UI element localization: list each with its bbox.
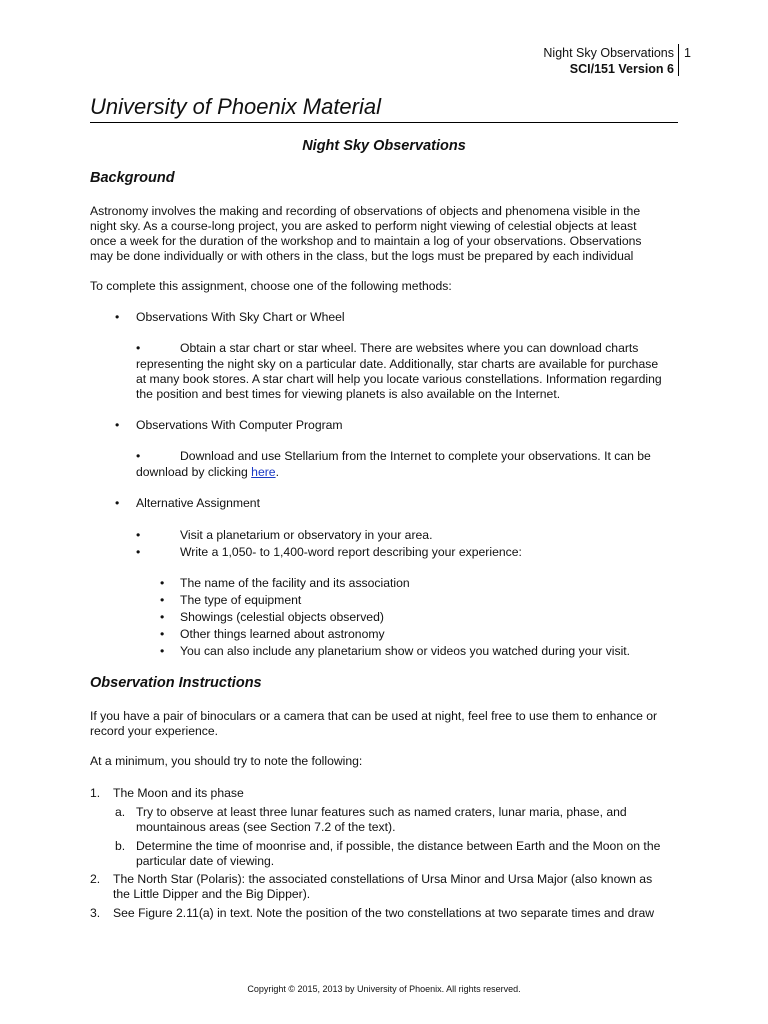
list-number: 1. [90,786,101,800]
header-divider [678,44,679,76]
method-2-title: Observations With Computer Program [136,418,343,432]
bullet-icon: • [160,610,165,624]
download-link[interactable]: here [251,465,276,479]
course-version: SCI/151 Version 6 [569,62,674,76]
background-paragraph [90,204,680,264]
bullet-icon: • [136,528,141,542]
list-item: Visit a planetarium or observatory in your area. [180,528,433,542]
bullet-icon: • [136,341,141,355]
text-line: Try to observe at least three lunar features such as named craters, lunar maria, phase, and [136,805,627,819]
methods-intro: To complete this assignment, choose one of the following methods: [90,279,452,293]
org-title: University of Phoenix Material [90,94,382,119]
list-item: Other things learned about astronomy [180,627,385,641]
bullet-icon: • [136,449,141,463]
list-number: 2. [90,872,101,886]
instructions-heading: Observation Instructions [90,675,262,691]
instructions-intro [90,709,680,739]
list-item: The name of the facility and its association [180,576,410,590]
running-title: Night Sky Observations [543,46,674,60]
list-item: See Figure 2.11(a) in text. Note the position of the two constellations at two separate times and draw [113,906,655,920]
text-span: download by clicking [136,465,252,479]
bullet-icon: • [160,593,165,607]
bullet-icon: • [115,496,120,510]
list-number: b. [115,839,126,853]
method-3-title: Alternative Assignment [136,496,260,510]
text-line: particular date of viewing. [136,854,275,868]
list-item: You can also include any planetarium show or videos you watched during your visit. [180,644,631,658]
doc-title: Night Sky Observations [302,138,466,154]
copyright: Copyright © 2015, 2013 by University of Phoenix. All rights reserved. [247,984,521,994]
text-line: If you have a pair of binoculars or a camera that can be used at night, feel free to use them to enhance or [90,709,658,723]
list-item [136,839,681,869]
list-item [136,805,681,835]
bullet-icon: • [160,627,165,641]
bullet-icon: • [115,310,120,324]
text-line: Astronomy involves the making and recording of observations of objects and phenomena visible in the [90,204,641,218]
text-line: mountainous areas (see Section 7.2 of the text). [136,820,396,834]
bullet-icon: • [160,576,165,590]
list-item: The Moon and its phase [113,786,244,800]
method-2-line [136,465,279,480]
text-line: night sky. As a course-long project, you are asked to perform night viewing of celestial objects at least [90,219,637,233]
text-line: at many book stores. A star chart will help you locate various constellations. Information regarding [136,372,662,386]
text-line: once a week for the duration of the workshop and to maintain a log of your observations. Observations [90,234,642,248]
text-line: may be done individually or with others in the class, but the logs must be prepared by each individual [90,249,634,263]
instructions-min: At a minimum, you should try to note the following: [90,754,363,768]
text-span: . [275,465,279,479]
background-heading: Background [90,170,175,186]
text-line: record your experience. [90,724,219,738]
list-number: 3. [90,906,101,920]
list-item: Showings (celestial objects observed) [180,610,384,624]
method-1-body [136,357,681,402]
text-line: Determine the time of moonrise and, if possible, the distance between Earth and the Moon on the [136,839,661,853]
text-line: Obtain a star chart or star wheel. There are websites where you can download charts [180,341,639,355]
method-1-title: Observations With Sky Chart or Wheel [136,310,345,324]
bullet-icon: • [160,644,165,658]
list-number: a. [115,805,126,819]
text-line: representing the night sky on a particular date. Additionally, star charts are available for purchase [136,357,659,371]
page-number: 1 [684,46,691,60]
text-line: the Little Dipper and the Big Dipper). [113,887,311,901]
bullet-icon: • [136,545,141,559]
bullet-icon: • [115,418,120,432]
text-line: Download and use Stellarium from the Internet to complete your observations. It can be [180,449,651,463]
list-item [113,872,681,902]
list-item: The type of equipment [180,593,302,607]
title-rule [90,122,678,123]
text-line: The North Star (Polaris): the associated constellations of Ursa Minor and Ursa Major (also known as [113,872,653,886]
text-line: the position and best times for viewing planets is also available on the Internet. [136,387,561,401]
list-item: Write a 1,050- to 1,400-word report describing your experience: [180,545,522,559]
